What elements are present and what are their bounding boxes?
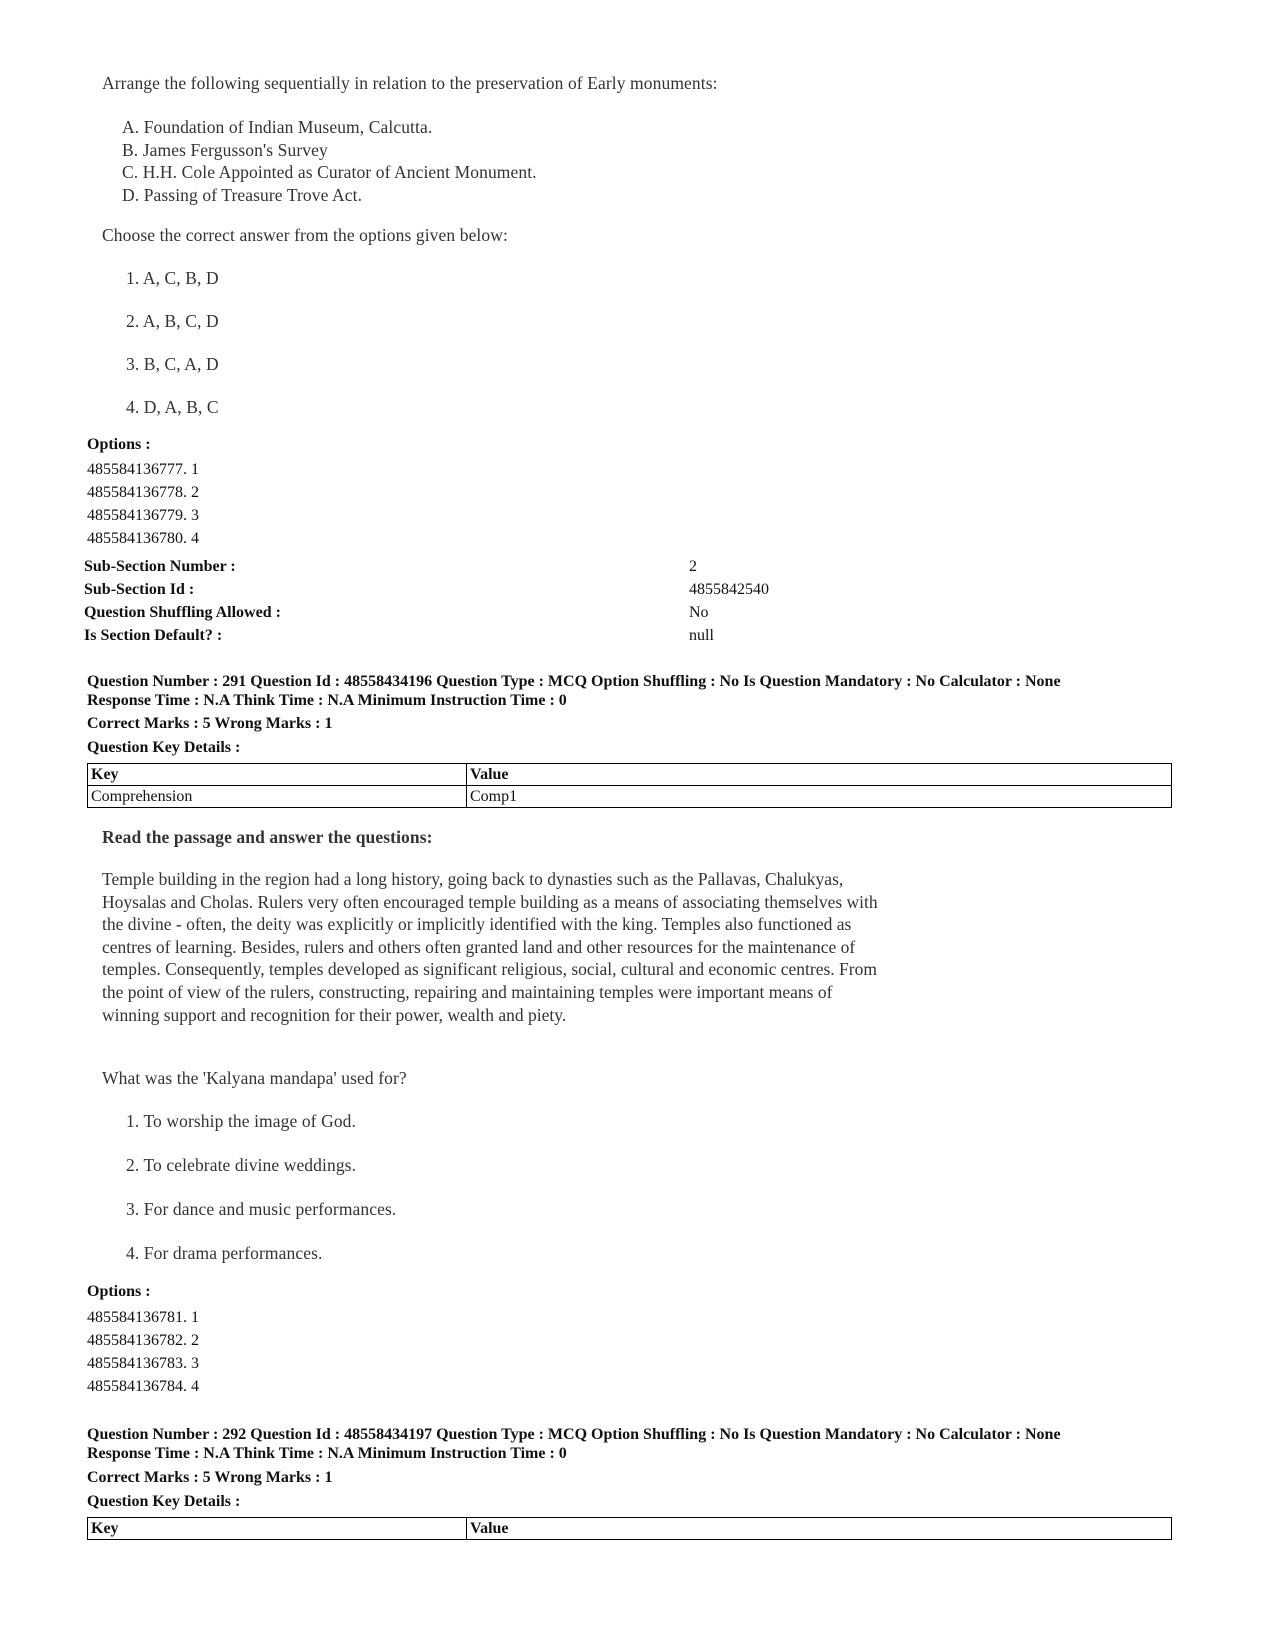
q292-header-line2: Response Time : N.A Think Time : N.A Minimum Instruction Time : 0 — [87, 1445, 567, 1462]
passage-title: Read the passage and answer the questions: — [102, 827, 433, 847]
q292-key-details-label: Question Key Details : — [87, 1493, 241, 1510]
passage-line: Temple building in the region had a long history, going back to dynasties such as the Pallavas, Chalukyas, — [102, 869, 844, 889]
q292-marks: Correct Marks : 5 Wrong Marks : 1 — [87, 1469, 333, 1486]
question-shuffling-value: No — [689, 604, 709, 621]
q1-statement: A. Foundation of Indian Museum, Calcutta. — [122, 117, 433, 137]
table-header-key: Key — [88, 1518, 467, 1540]
q291-option-id: 485584136784. 4 — [87, 1378, 199, 1395]
q291-header-line2: Response Time : N.A Think Time : N.A Minimum Instruction Time : 0 — [87, 692, 567, 709]
q1-options-label: Options : — [87, 436, 151, 453]
table-row — [88, 786, 1172, 808]
table-cell-value: Comp1 — [467, 786, 1172, 808]
q1-option-id: 485584136777. 1 — [87, 461, 199, 478]
q291-choice: 2. To celebrate divine weddings. — [126, 1155, 357, 1175]
subsection-id-label: Sub-Section Id : — [84, 581, 195, 598]
q1-option-id: 485584136778. 2 — [87, 484, 199, 501]
q291-question: What was the 'Kalyana mandapa' used for? — [102, 1068, 407, 1088]
subsection-values — [689, 555, 769, 647]
subsection-number-label: Sub-Section Number : — [84, 558, 236, 575]
q1-option-id-list — [87, 458, 199, 550]
q1-statement: D. Passing of Treasure Trove Act. — [122, 184, 363, 205]
q291-option-id: 485584136782. 2 — [87, 1332, 199, 1349]
table-header-key: Key — [88, 764, 467, 786]
q291-choice: 3. For dance and music performances. — [126, 1199, 397, 1219]
q1-option-id: 485584136779. 3 — [87, 507, 199, 524]
q291-choice: 1. To worship the image of God. — [126, 1111, 356, 1131]
q291-marks: Correct Marks : 5 Wrong Marks : 1 — [87, 715, 333, 732]
q291-key-table — [87, 763, 1172, 808]
q1-statement: C. H.H. Cole Appointed as Curator of Ancient Monument. — [122, 162, 537, 182]
q1-statement-list — [122, 116, 537, 206]
passage-text — [102, 868, 962, 1026]
q291-options-label: Options : — [87, 1283, 151, 1300]
q1-choice: 2. A, B, C, D — [126, 311, 219, 331]
q292-header-line1: Question Number : 292 Question Id : 48558434197 Question Type : MCQ Option Shuffling : No Is Question Mandatory : No Calculator : None — [87, 1426, 1061, 1443]
section-default-value: null — [689, 627, 714, 644]
q291-header-line1: Question Number : 291 Question Id : 48558434196 Question Type : MCQ Option Shuffling : No Is Question Mandatory : No Calculator : None — [87, 673, 1061, 690]
table-cell-key: Comprehension — [88, 786, 467, 808]
q1-prompt: Arrange the following sequentially in relation to the preservation of Early monuments: — [102, 73, 718, 93]
section-default-label: Is Section Default? : — [84, 627, 223, 644]
q291-option-id-list — [87, 1306, 199, 1398]
q1-choice: 4. D, A, B, C — [126, 397, 219, 417]
table-row — [88, 1518, 1172, 1540]
q1-choice: 3. B, C, A, D — [126, 354, 219, 374]
passage-line: Hoysalas and Cholas. Rulers very often encouraged temple building as a means of associating themselves with — [102, 891, 878, 912]
q1-statement: B. James Fergusson's Survey — [122, 139, 328, 160]
q291-option-id: 485584136783. 3 — [87, 1355, 199, 1372]
q291-option-id: 485584136781. 1 — [87, 1309, 199, 1326]
q292-header — [87, 1425, 1061, 1463]
q1-choose-instruction: Choose the correct answer from the options given below: — [102, 225, 508, 245]
question-shuffling-label: Question Shuffling Allowed : — [84, 604, 281, 621]
passage-line: the point of view of the rulers, constructing, repairing and maintaining temples were important means of — [102, 981, 833, 1002]
passage-line: the divine - often, the deity was explicitly or implicitly identified with the king. Temples also functioned as — [102, 914, 852, 935]
q291-header — [87, 672, 1061, 710]
q291-choice: 4. For drama performances. — [126, 1243, 323, 1263]
table-header-value: Value — [467, 764, 1172, 786]
subsection-id-value: 4855842540 — [689, 581, 769, 598]
q1-choice: 1. A, C, B, D — [126, 268, 219, 288]
passage-line: temples. Consequently, temples developed as significant religious, social, cultural and economic centres. From — [102, 959, 877, 980]
passage-line: centres of learning. Besides, rulers and others often granted land and other resources for the maintenance of — [102, 936, 856, 957]
table-header-value: Value — [467, 1518, 1172, 1540]
q292-key-table — [87, 1517, 1172, 1540]
table-row — [88, 764, 1172, 786]
subsection-number-value: 2 — [689, 558, 697, 575]
subsection-labels — [84, 555, 281, 647]
q291-key-details-label: Question Key Details : — [87, 739, 241, 756]
q1-option-id: 485584136780. 4 — [87, 530, 199, 547]
passage-line: winning support and recognition for their power, wealth and piety. — [102, 1004, 567, 1025]
